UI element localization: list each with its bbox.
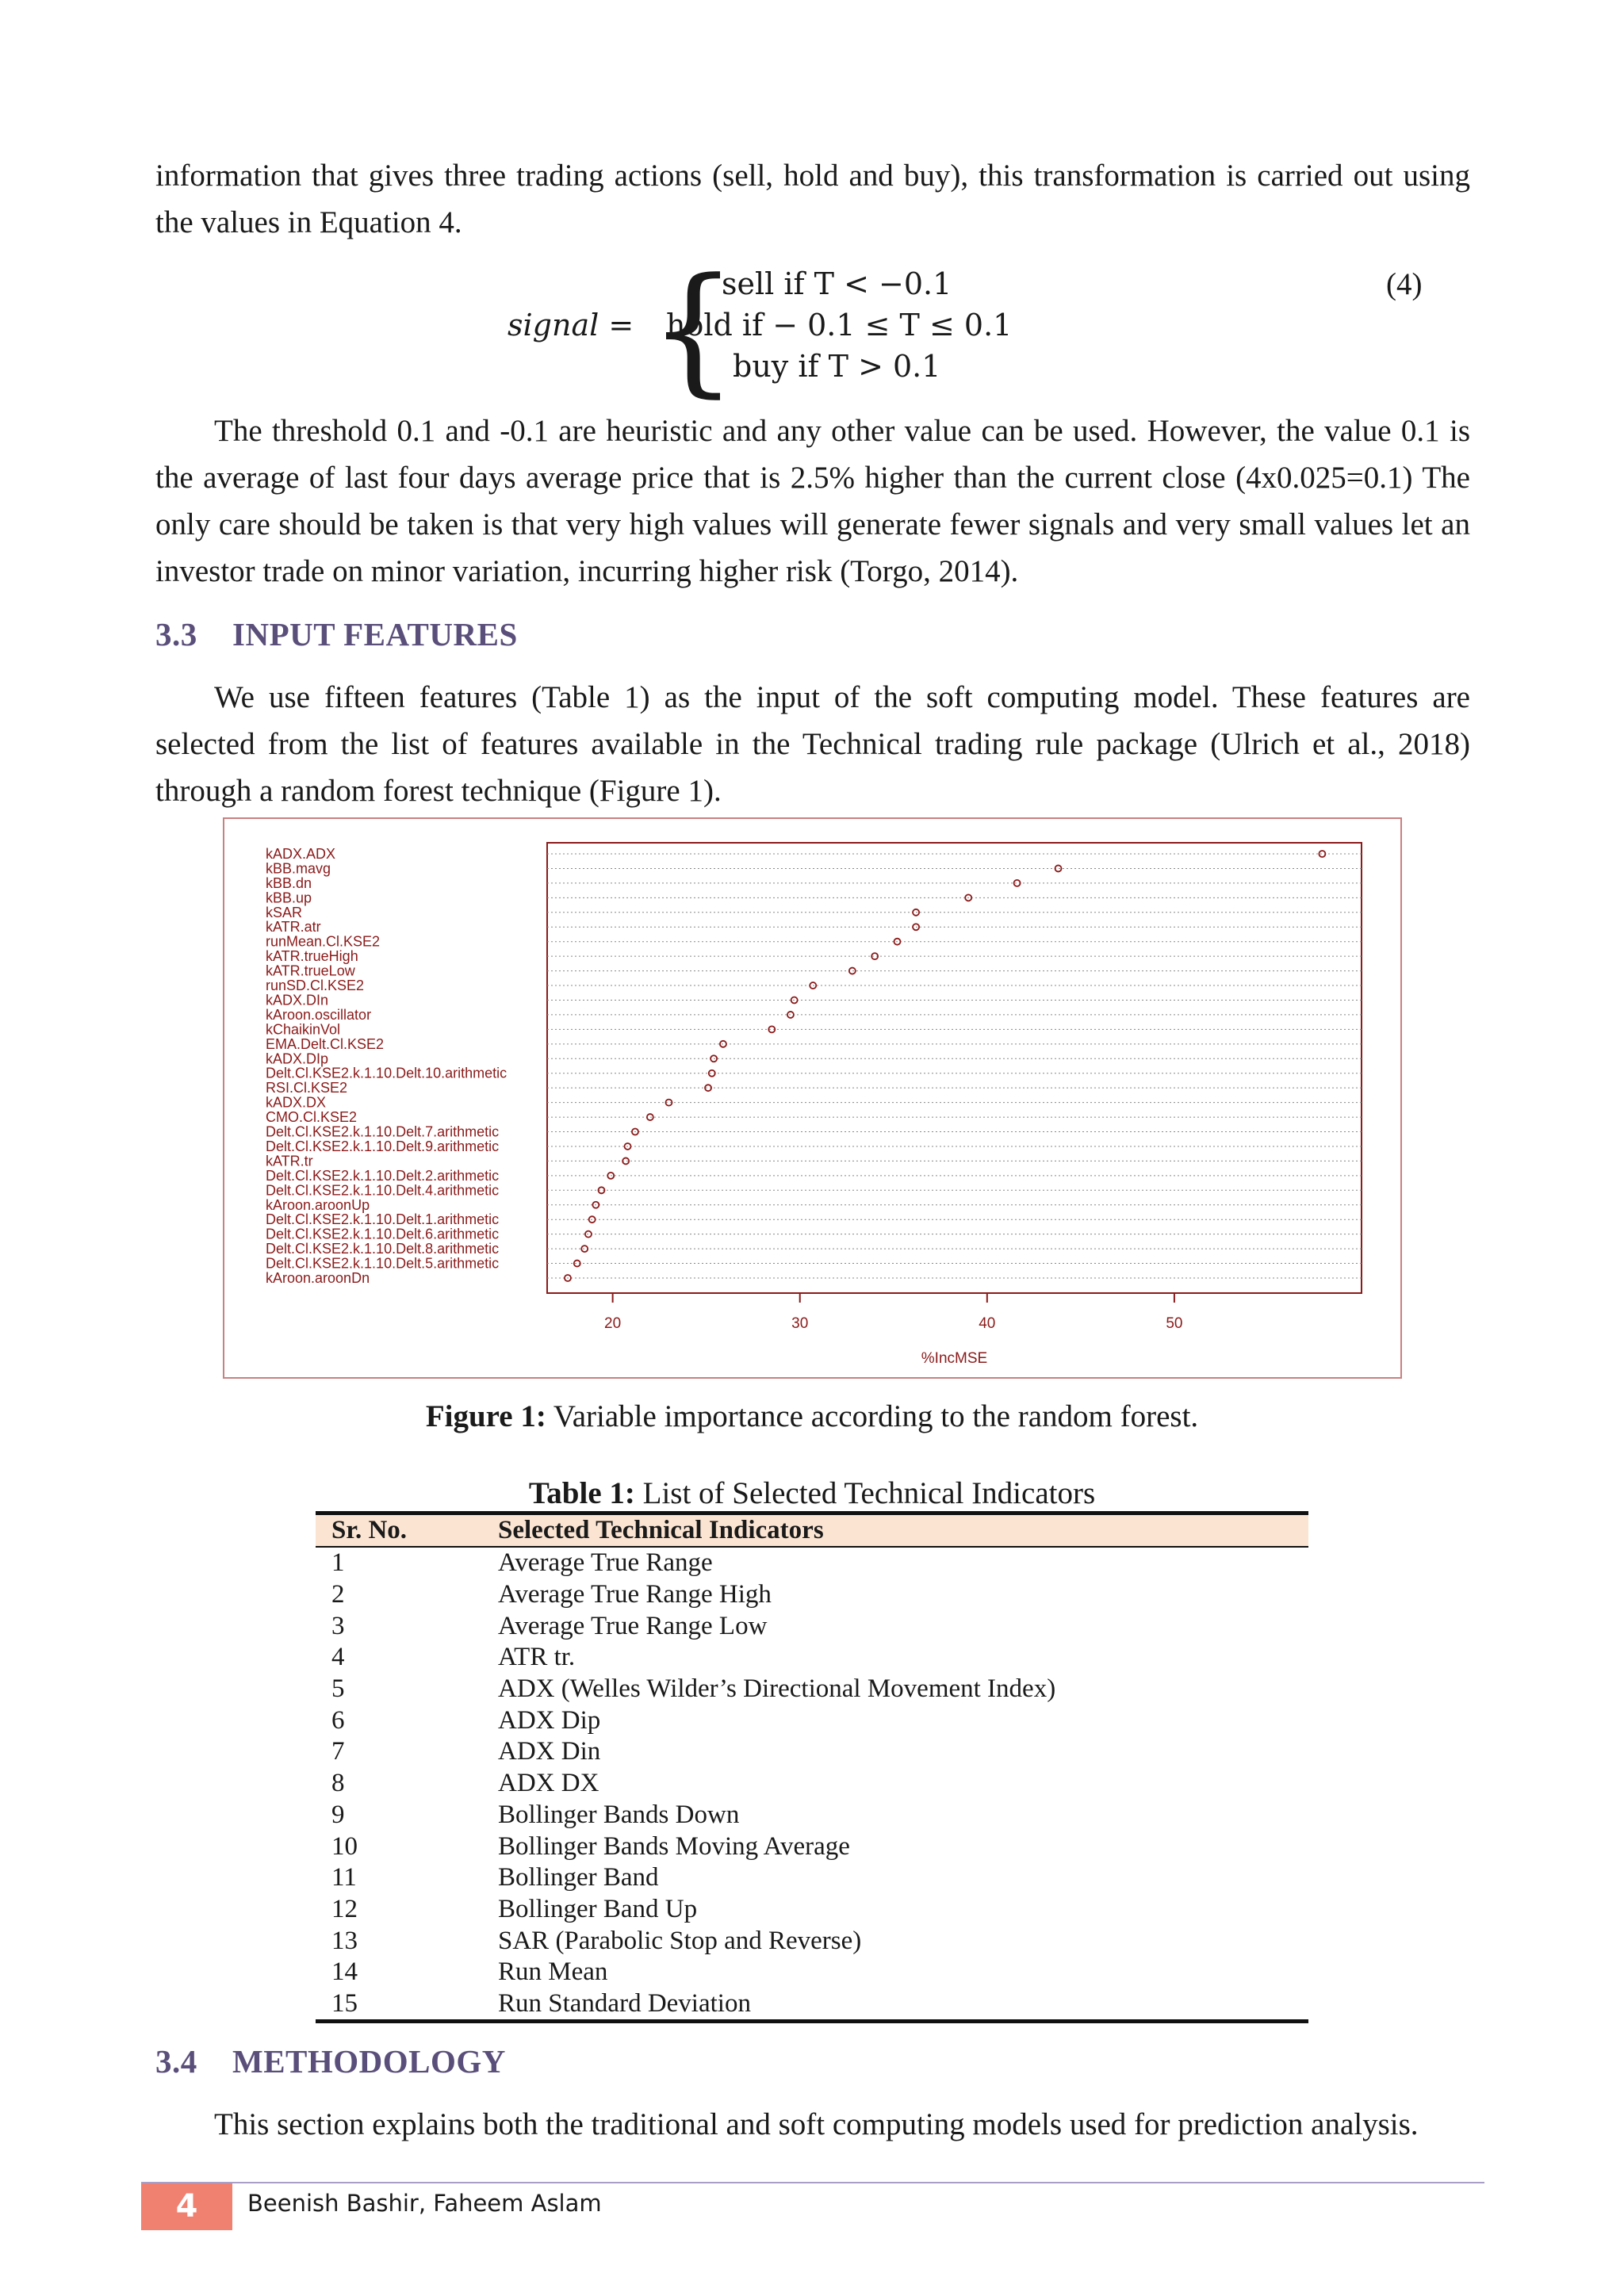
table-cell-indicator: ADX Dip (498, 1705, 601, 1735)
figure-caption (0, 1399, 1624, 1434)
data-point (849, 968, 856, 974)
table-cell-indicator: Run Mean (498, 1957, 608, 1987)
plot-frame (547, 843, 1362, 1293)
table-cell-sr-no: 10 (331, 1831, 358, 1861)
table-row (316, 1862, 1308, 1894)
category-label: Delt.Cl.KSE2.k.1.10.Delt.5.arithmetic (266, 1255, 500, 1272)
x-tick-label: 40 (979, 1315, 996, 1332)
category-label: Delt.Cl.KSE2.k.1.10.Delt.4.arithmetic (266, 1182, 500, 1199)
category-label: kBB.dn (266, 874, 312, 891)
section-title: INPUT FEATURES (232, 616, 518, 652)
category-label: kBB.up (266, 890, 312, 906)
category-label: kBB.mavg (266, 860, 331, 877)
table-cell-sr-no: 6 (331, 1705, 345, 1735)
category-label: Delt.Cl.KSE2.k.1.10.Delt.7.arithmetic (266, 1123, 500, 1140)
equation-4 (508, 248, 1300, 411)
table-cell-indicator: ADX Din (498, 1737, 601, 1766)
table-cell-sr-no: 1 (331, 1548, 345, 1578)
table-header-indicator: Selected Technical Indicators (482, 1513, 1308, 1548)
table-header-sr-no: Sr. No. (316, 1513, 482, 1548)
equation-brace: { (649, 248, 737, 411)
table-row (316, 1894, 1308, 1926)
table-cell-sr-no: 3 (331, 1611, 345, 1640)
category-label: kChaikinVol (266, 1021, 341, 1038)
category-label: Delt.Cl.KSE2.k.1.10.Delt.6.arithmetic (266, 1226, 500, 1242)
equation-case-sell: sell if T < −0.1 (722, 266, 952, 301)
table-cell-indicator: ADX (Welles Wilder’s Directional Movement Index) (498, 1674, 1056, 1704)
equation-case-buy: buy if T > 0.1 (733, 349, 941, 384)
category-label: kATR.tr (266, 1153, 313, 1169)
table-cell-sr-no: 11 (331, 1863, 357, 1892)
page-number: 4 (141, 2183, 232, 2230)
x-tick-label: 50 (1166, 1315, 1183, 1332)
category-label: Delt.Cl.KSE2.k.1.10.Delt.8.arithmetic (266, 1241, 500, 1257)
category-label: Delt.Cl.KSE2.k.1.10.Delt.1.arithmetic (266, 1211, 500, 1228)
figure-1-variable-importance (223, 817, 1402, 1379)
table-row (316, 1988, 1308, 2022)
table-cell-indicator: Run Standard Deviation (482, 1988, 1308, 2022)
footer-rule (141, 2182, 1484, 2183)
paragraph-intro: information that gives three trading actions (sell, hold and buy), this transformation is carried out using the values in Equation 4. (155, 159, 1470, 239)
table-body (316, 1547, 1308, 2022)
equation-lhs: signal = (508, 308, 634, 342)
category-label: Delt.Cl.KSE2.k.1.10.Delt.2.arithmetic (266, 1167, 500, 1184)
section-title: METHODOLOGY (232, 2043, 506, 2080)
table-cell-sr-no: 14 (331, 1957, 358, 1987)
x-tick-label: 20 (604, 1315, 622, 1332)
category-label: RSI.Cl.KSE2 (266, 1080, 348, 1096)
table-cell-sr-no: 8 (331, 1769, 345, 1798)
figure-caption-label: Figure 1: (425, 1399, 546, 1433)
table-cell-indicator: ADX DX (498, 1769, 599, 1798)
table-row (316, 1547, 1308, 1579)
table-cell-indicator: Bollinger Band Up (498, 1894, 698, 1923)
category-label: kSAR (266, 904, 303, 920)
variable-importance-chart (224, 819, 1404, 1380)
table-cell-sr-no: 9 (331, 1800, 345, 1829)
table-row (316, 1800, 1308, 1831)
table-cell-indicator: Average True Range Low (498, 1611, 768, 1640)
table-cell-indicator: ATR tr. (498, 1643, 576, 1672)
table-row (316, 1642, 1308, 1674)
table-header-row (316, 1513, 1308, 1548)
category-label: kADX.ADX (266, 846, 336, 862)
category-label: kADX.DIp (266, 1050, 329, 1067)
table-row (316, 1957, 1308, 1988)
category-label: kATR.trueLow (266, 962, 355, 979)
table-row (316, 1579, 1308, 1611)
table-cell-indicator: Average True Range High (498, 1580, 772, 1609)
equation-number: (4) (1386, 267, 1423, 301)
category-label: runMean.Cl.KSE2 (266, 933, 381, 950)
section-heading-3-3 (155, 615, 518, 653)
table-cell-sr-no: 13 (331, 1926, 358, 1955)
table-cell-sr-no: 15 (316, 1988, 482, 2022)
table-cell-indicator: Average True Range (498, 1548, 713, 1578)
category-label: Delt.Cl.KSE2.k.1.10.Delt.9.arithmetic (266, 1138, 500, 1154)
category-label: kAroon.aroonUp (266, 1196, 370, 1213)
equation-case-hold: hold if − 0.1 ≤ T ≤ 0.1 (666, 308, 1013, 342)
table-row (316, 1610, 1308, 1642)
table-cell-sr-no: 7 (331, 1737, 345, 1766)
category-label: kATR.atr (266, 919, 321, 936)
x-axis-label: %IncMSE (921, 1350, 988, 1367)
table-row (316, 1674, 1308, 1705)
data-point (647, 1114, 653, 1120)
technical-indicators-table (316, 1511, 1308, 2023)
category-label: kAroon.aroonDn (266, 1270, 370, 1286)
table-cell-sr-no: 4 (331, 1643, 345, 1672)
section-number: 3.3 (155, 616, 197, 652)
category-label: kADX.DIn (266, 992, 329, 1008)
figure-caption-text: Variable importance according to the random forest. (546, 1399, 1199, 1433)
table-row (316, 1831, 1308, 1862)
category-label: runSD.Cl.KSE2 (266, 978, 365, 994)
table-row (316, 1925, 1308, 1957)
paragraph-threshold: The threshold 0.1 and -0.1 are heuristic and any other value can be used. However, the value 0.1 is the average of last four days average price that is 2.5% higher than the current close (4x0.025=0.1) The only care should be taken is that very high values will generate fewer signals and very small values let an investor trade on minor variation, incurring higher risk (Torgo, 2014). (155, 414, 1470, 588)
category-label: CMO.Cl.KSE2 (266, 1109, 358, 1126)
section-heading-3-4 (155, 2042, 506, 2080)
table-cell-sr-no: 12 (331, 1894, 358, 1923)
category-label: EMA.Delt.Cl.KSE2 (266, 1035, 385, 1052)
section-number: 3.4 (155, 2043, 197, 2080)
table-cell-indicator: Bollinger Bands Down (498, 1800, 740, 1829)
footer-authors: Beenish Bashir, Faheem Aslam (247, 2190, 602, 2217)
table-cell-indicator: Bollinger Band (498, 1863, 659, 1892)
x-tick-label: 30 (791, 1315, 809, 1332)
table-cell-indicator: SAR (Parabolic Stop and Reverse) (498, 1926, 862, 1955)
table-cell-sr-no: 5 (331, 1674, 345, 1704)
category-label: kATR.trueHigh (266, 948, 358, 965)
category-label: kAroon.oscillator (266, 1006, 372, 1023)
table-cell-sr-no: 2 (331, 1580, 345, 1609)
category-label: kADX.DX (266, 1094, 327, 1111)
table-row (316, 1736, 1308, 1768)
paragraph-features: We use fifteen features (Table 1) as the input of the soft computing model. These features are selected from the list of features available in the Technical trading rule package (Ulrich et al., 2018) through a random forest technique (Figure 1). (155, 680, 1470, 808)
table-row (316, 1705, 1308, 1736)
table-title-text: List of Selected Technical Indicators (634, 1476, 1096, 1510)
category-label: Delt.Cl.KSE2.k.1.10.Delt.10.arithmetic (266, 1065, 508, 1081)
table-title (0, 1475, 1624, 1511)
paragraph-methodology: This section explains both the traditional and soft computing models used for prediction analysis. (214, 2107, 1419, 2141)
table-cell-indicator: Bollinger Bands Moving Average (498, 1831, 850, 1861)
table-row (316, 1768, 1308, 1800)
table-title-label: Table 1: (528, 1476, 635, 1510)
